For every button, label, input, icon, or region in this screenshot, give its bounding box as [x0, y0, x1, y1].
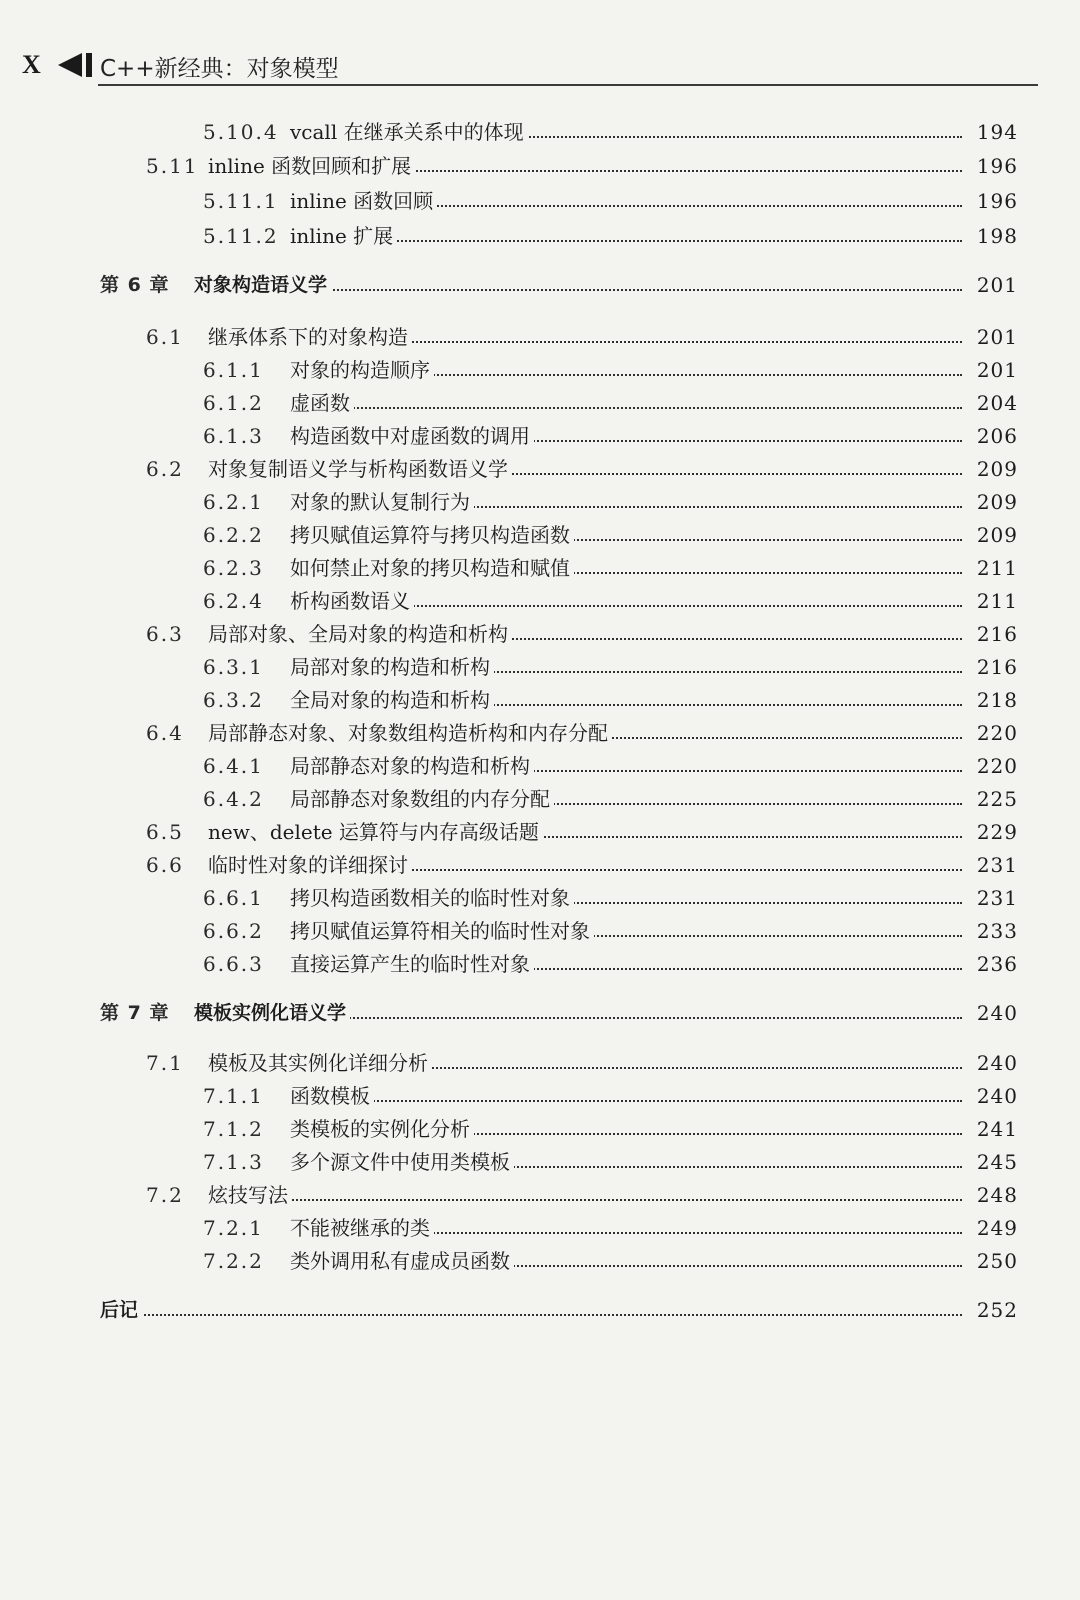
toc-entry-page: 196: [971, 186, 1018, 216]
toc-entry-title: 不能被继承的类: [290, 1213, 434, 1243]
dot-leader: [100, 1314, 962, 1316]
toc-entry-title: 拷贝赋值运算符相关的临时性对象: [290, 916, 594, 946]
toc-entry-title: 局部静态对象数组的内存分配: [290, 784, 554, 814]
toc-entry[interactable]: [0, 883, 1080, 913]
toc-entry-title: 虚函数: [290, 388, 354, 418]
toc-entry[interactable]: [0, 751, 1080, 781]
toc-entry[interactable]: [0, 784, 1080, 814]
toc-entry[interactable]: [0, 454, 1080, 484]
toc-entry[interactable]: [0, 586, 1080, 616]
toc-entry[interactable]: [0, 1081, 1080, 1111]
toc-entry[interactable]: [0, 553, 1080, 583]
toc-entry-number: 6.4.1: [203, 754, 264, 778]
toc-entry[interactable]: [0, 1114, 1080, 1144]
book-title: C++新经典：对象模型: [100, 56, 339, 82]
toc-entry-title: 对象的构造顺序: [290, 355, 434, 385]
toc-entry-page: 209: [971, 454, 1018, 484]
toc-entry-number: 5.11.2: [203, 224, 279, 248]
toc-entry[interactable]: [0, 685, 1080, 715]
toc-entry-page: 194: [971, 117, 1018, 147]
toc-entry[interactable]: [0, 1213, 1080, 1243]
toc-entry-number: 6.2.1: [203, 490, 264, 514]
toc-entry-page: 248: [971, 1180, 1018, 1210]
toc-entry-page: 204: [971, 388, 1018, 418]
toc-entry-page: 201: [971, 322, 1018, 352]
toc-entry-title: 局部静态对象、对象数组构造析构和内存分配: [208, 718, 612, 748]
toc-entry-page: 201: [971, 355, 1018, 385]
toc-entry-page: 201: [971, 270, 1018, 300]
toc-entry-page: 236: [971, 949, 1018, 979]
toc-entry-number: 6.5: [146, 820, 184, 844]
toc-entry-page: 209: [971, 520, 1018, 550]
toc-entry-title: 类外调用私有虚成员函数: [290, 1246, 514, 1276]
toc-entry-number: 6.1: [146, 325, 184, 349]
toc-entry-number: 7.2.2: [203, 1249, 264, 1273]
toc-entry-page: 216: [971, 652, 1018, 682]
toc-entry-number: 7.1.2: [203, 1117, 264, 1141]
toc-entry[interactable]: [0, 1147, 1080, 1177]
toc-entry-page: 211: [971, 553, 1018, 583]
toc-entry-number: 6.2.3: [203, 556, 264, 580]
toc-entry[interactable]: [0, 520, 1080, 550]
toc-entry-number: 6.4: [146, 721, 184, 745]
toc-entry-title: 模板及其实例化详细分析: [208, 1048, 432, 1078]
toc-entry-number: 5.11.1: [203, 189, 279, 213]
toc-entry-number: 7.2: [146, 1183, 184, 1207]
toc-entry-number: 7.1: [146, 1051, 184, 1075]
toc-entry[interactable]: [0, 221, 1080, 251]
toc-entry-number: 6.1.1: [203, 358, 264, 382]
toc-entry-number: 6.3: [146, 622, 184, 646]
toc-entry[interactable]: [0, 355, 1080, 385]
toc-entry-title: 构造函数中对虚函数的调用: [290, 421, 534, 451]
toc-entry-page: 220: [971, 718, 1018, 748]
toc-entry-page: 206: [971, 421, 1018, 451]
toc-entry[interactable]: [0, 652, 1080, 682]
toc-entry-title: 对象构造语义学: [194, 270, 331, 300]
toc-entry-page: 249: [971, 1213, 1018, 1243]
toc-entry-page: 252: [971, 1295, 1018, 1325]
toc-entry[interactable]: [0, 1180, 1080, 1210]
toc-entry-page: 240: [971, 1081, 1018, 1111]
toc-entry-number: 6.2.2: [203, 523, 264, 547]
toc-entry-title: vcall 在继承关系中的体现: [290, 117, 528, 147]
page-number: X: [22, 50, 41, 79]
toc-entry-page: 233: [971, 916, 1018, 946]
toc-entry-title: 函数模板: [290, 1081, 374, 1111]
toc-entry-title: 直接运算产生的临时性对象: [290, 949, 534, 979]
toc-entry-page: 231: [971, 850, 1018, 880]
toc-entry-title: 类模板的实例化分析: [290, 1114, 474, 1144]
toc-entry-title: 如何禁止对象的拷贝构造和赋值: [290, 553, 574, 583]
toc-entry-page: 240: [971, 1048, 1018, 1078]
toc-entry-number: 6.1.3: [203, 424, 264, 448]
toc-entry[interactable]: [0, 421, 1080, 451]
toc-entry[interactable]: [0, 322, 1080, 352]
toc-entry-page: 229: [971, 817, 1018, 847]
toc-entry-page: 220: [971, 751, 1018, 781]
toc-entry-title: 局部静态对象的构造和析构: [290, 751, 534, 781]
toc-entry-page: 211: [971, 586, 1018, 616]
toc-entry-number: 6.2.4: [203, 589, 264, 613]
toc-entry-number: 6.3.1: [203, 655, 264, 679]
toc-entry-page: 209: [971, 487, 1018, 517]
toc-entry[interactable]: [0, 718, 1080, 748]
toc-entry-number: 6.1.2: [203, 391, 264, 415]
toc-entry-number: 6.2: [146, 457, 184, 481]
toc-entry-title: 局部对象、全局对象的构造和析构: [208, 619, 512, 649]
toc-entry-title: 对象的默认复制行为: [290, 487, 474, 517]
toc-entry-page: 241: [971, 1114, 1018, 1144]
toc-entry-title: 对象复制语义学与析构函数语义学: [208, 454, 512, 484]
toc-entry-number: 5.11: [146, 154, 199, 178]
toc-entry[interactable]: [0, 916, 1080, 946]
toc-entry-number: 6.6.1: [203, 886, 264, 910]
toc-entry[interactable]: [0, 186, 1080, 216]
toc-entry-title: new、delete 运算符与内存高级话题: [208, 817, 543, 847]
toc-entry-number: 6.6: [146, 853, 184, 877]
toc-entry[interactable]: [0, 117, 1080, 147]
toc-entry-number: 6.6.3: [203, 952, 264, 976]
dot-leader: [290, 407, 962, 409]
toc-entry-page: 225: [971, 784, 1018, 814]
toc-entry[interactable]: [0, 151, 1080, 181]
toc-entry-page: 250: [971, 1246, 1018, 1276]
toc-entry-title: inline 函数回顾和扩展: [208, 151, 415, 181]
toc-entry[interactable]: [0, 850, 1080, 880]
toc-entry[interactable]: [0, 487, 1080, 517]
toc-entry-number: 7.1.3: [203, 1150, 264, 1174]
toc-entry-page: 245: [971, 1147, 1018, 1177]
toc-entry-number: 7.1.1: [203, 1084, 264, 1108]
toc-entry-number: 7.2.1: [203, 1216, 264, 1240]
toc-entry-number: 6.6.2: [203, 919, 264, 943]
toc-entry-number: 6.4.2: [203, 787, 264, 811]
toc-entry-title: 模板实例化语义学: [194, 998, 350, 1028]
toc-entry[interactable]: [0, 1048, 1080, 1078]
toc-entry-page: 240: [971, 998, 1018, 1028]
toc-entry-number: 第 6 章: [100, 274, 170, 296]
toc-entry-number: 5.10.4: [203, 120, 279, 144]
toc-entry[interactable]: [0, 817, 1080, 847]
toc-entry[interactable]: [0, 388, 1080, 418]
toc-entry-page: 198: [971, 221, 1018, 251]
toc-entry-page: 218: [971, 685, 1018, 715]
toc-entry-title: 临时性对象的详细探讨: [208, 850, 412, 880]
toc-entry-title: 拷贝赋值运算符与拷贝构造函数: [290, 520, 574, 550]
toc-entry-title: 炫技写法: [208, 1180, 292, 1210]
toc-entry-page: 216: [971, 619, 1018, 649]
toc-entry-title: 拷贝构造函数相关的临时性对象: [290, 883, 574, 913]
toc-entry-title: inline 函数回顾: [290, 186, 437, 216]
toc-entry-title: 后记: [100, 1295, 142, 1325]
toc-entry-title: 继承体系下的对象构造: [208, 322, 412, 352]
dot-leader: [208, 1199, 962, 1201]
toc-entry[interactable]: [0, 1246, 1080, 1276]
toc-entry-title: 多个源文件中使用类模板: [290, 1147, 514, 1177]
toc-entry-page: 231: [971, 883, 1018, 913]
toc-entry-title: 局部对象的构造和析构: [290, 652, 494, 682]
dot-leader: [290, 1100, 962, 1102]
toc-entry-number: 第 7 章: [100, 1002, 170, 1024]
toc-entry[interactable]: [0, 998, 1080, 1028]
toc-entry[interactable]: [0, 949, 1080, 979]
toc-entry-title: 全局对象的构造和析构: [290, 685, 494, 715]
toc-entry-number: 6.3.2: [203, 688, 264, 712]
toc-entry[interactable]: [0, 270, 1080, 300]
toc-entry-page: 196: [971, 151, 1018, 181]
toc-entry-title: 析构函数语义: [290, 586, 414, 616]
toc-entry[interactable]: [0, 1295, 1080, 1325]
toc-entry[interactable]: [0, 619, 1080, 649]
toc-entry-title: inline 扩展: [290, 221, 397, 251]
